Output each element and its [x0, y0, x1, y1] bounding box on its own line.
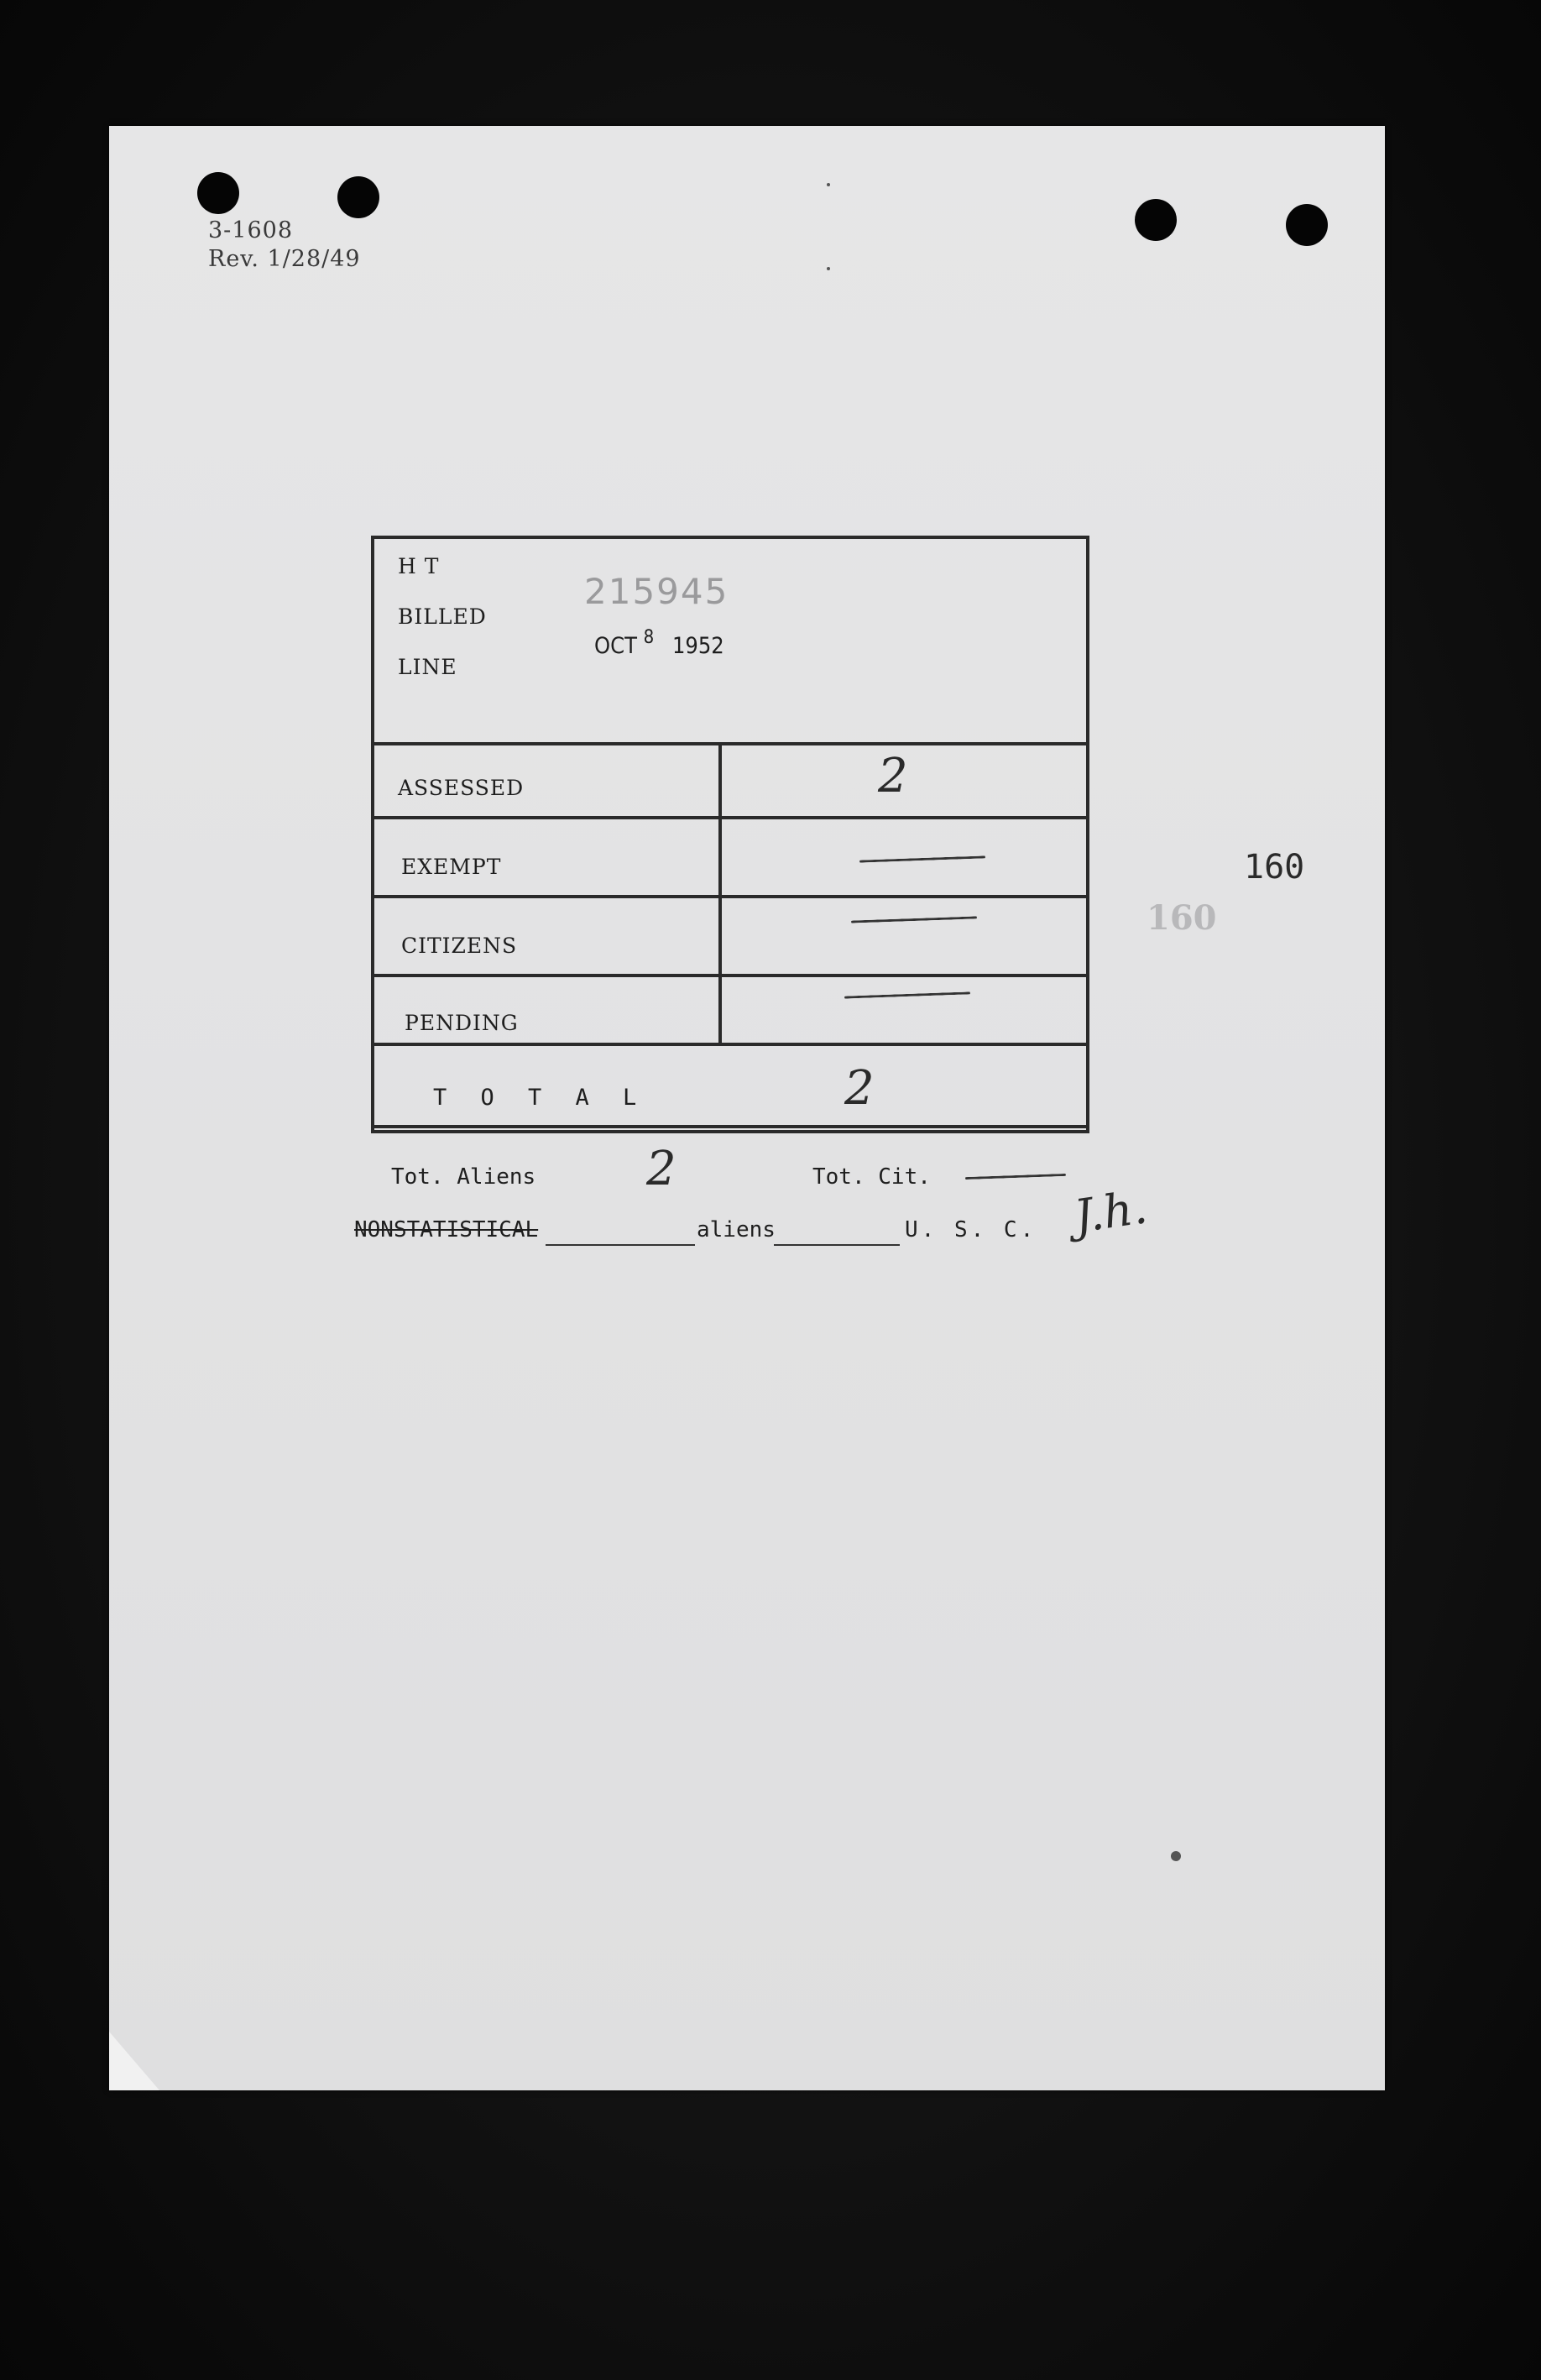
row-value-citizens-dash	[851, 916, 977, 923]
tally-form-box	[371, 536, 1089, 1133]
total-label: T O T A L	[433, 1085, 647, 1111]
tot-aliens-value: 2	[646, 1142, 676, 1196]
form-revision: Rev. 1/28/49	[208, 246, 361, 272]
form-identifier	[208, 217, 361, 274]
paper-corner-fold	[109, 2032, 159, 2090]
punch-hole-3	[1135, 199, 1177, 241]
tot-cit-value-dash	[965, 1174, 1066, 1180]
divider-total	[374, 1125, 1086, 1128]
row-label-citizens: CITIZENS	[401, 934, 518, 958]
stamped-date-day: 8	[643, 627, 655, 648]
paper-speck	[827, 183, 830, 186]
divider-row-3	[374, 974, 1086, 977]
ht-label: H T	[398, 554, 440, 578]
non-statistical-fill-line	[546, 1244, 695, 1246]
row-value-exempt-dash	[859, 855, 985, 862]
row-label-exempt: EXEMPT	[401, 855, 502, 879]
row-value-pending-dash	[844, 991, 970, 998]
row-value-assessed: 2	[878, 749, 908, 803]
column-divider	[718, 742, 722, 1043]
divider-row-2	[374, 895, 1086, 898]
stamped-date	[594, 627, 724, 659]
total-value: 2	[844, 1061, 875, 1116]
margin-number-typed: 160	[1244, 848, 1305, 887]
aliens-label: aliens	[697, 1217, 776, 1242]
tot-cit-label: Tot. Cit.	[812, 1164, 931, 1190]
non-statistical-label: NONSTATISTICAL	[354, 1217, 539, 1242]
stamped-date-year: 1952	[671, 633, 724, 659]
divider-row-4	[374, 1043, 1086, 1046]
line-label: LINE	[398, 655, 457, 679]
handwritten-initials: J.h.	[1071, 1180, 1151, 1243]
aliens-fill-line	[774, 1244, 900, 1246]
billed-label: BILLED	[398, 604, 487, 629]
punch-hole-4	[1286, 204, 1328, 246]
usc-label: U. S. C.	[905, 1217, 1037, 1242]
row-label-assessed: ASSESSED	[398, 776, 525, 800]
margin-number-faded-stamp: 160	[1147, 898, 1217, 938]
divider-header	[374, 742, 1086, 745]
stamped-date-month: OCT	[594, 633, 637, 659]
punch-hole-1	[197, 172, 239, 214]
form-number: 3-1608	[208, 217, 294, 243]
tot-aliens-label: Tot. Aliens	[391, 1164, 536, 1190]
divider-row-1	[374, 816, 1086, 819]
paper-speck	[827, 267, 830, 270]
paper-speck	[1171, 1851, 1181, 1861]
row-label-pending: PENDING	[405, 1011, 519, 1035]
punch-hole-2	[337, 176, 379, 218]
stamped-serial-number: 215945	[584, 571, 729, 612]
document-page	[109, 126, 1385, 2090]
